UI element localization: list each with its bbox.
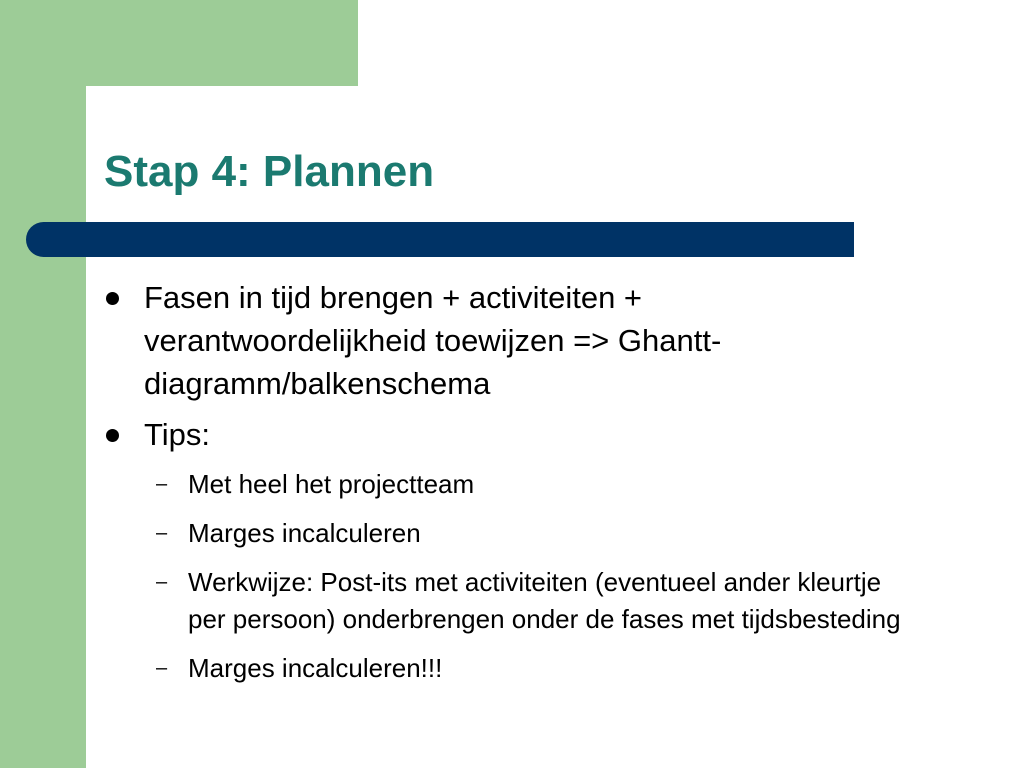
sub-bullet-text: Met heel het projectteam xyxy=(188,469,475,499)
sub-bullet-item xyxy=(104,564,924,638)
sub-bullet-item xyxy=(104,515,924,552)
bullet-dot-icon xyxy=(106,429,119,442)
sub-bullet-list xyxy=(104,466,924,687)
bullet-list xyxy=(104,276,924,699)
green-side-band xyxy=(0,0,86,768)
slide-title: Stap 4: Plannen xyxy=(104,147,435,196)
sub-bullet-text: Werkwijze: Post-its met activiteiten (eventueel ander kleurtje per persoon) onderbrengen onder de fases met tijdsbesteding xyxy=(188,567,901,634)
dash-icon: – xyxy=(156,657,168,679)
green-top-band xyxy=(0,0,358,86)
sub-bullet-text: Marges incalculeren!!! xyxy=(188,653,443,683)
dash-icon: – xyxy=(156,522,168,544)
sub-bullet-item xyxy=(104,466,924,503)
bullet-text: Fasen in tijd brengen + activiteiten + verantwoordelijkheid toewijzen => Ghantt-diagramm/balkenschema xyxy=(144,280,722,401)
bullet-item xyxy=(104,276,924,405)
title-underline-bar xyxy=(26,222,854,257)
dash-icon: – xyxy=(156,571,168,593)
bullet-text: Tips: xyxy=(144,417,211,452)
sub-bullet-item xyxy=(104,650,924,687)
bullet-item xyxy=(104,413,924,687)
sub-bullet-text: Marges incalculeren xyxy=(188,518,421,548)
dash-icon: – xyxy=(156,473,168,495)
bullet-dot-icon xyxy=(106,292,119,305)
